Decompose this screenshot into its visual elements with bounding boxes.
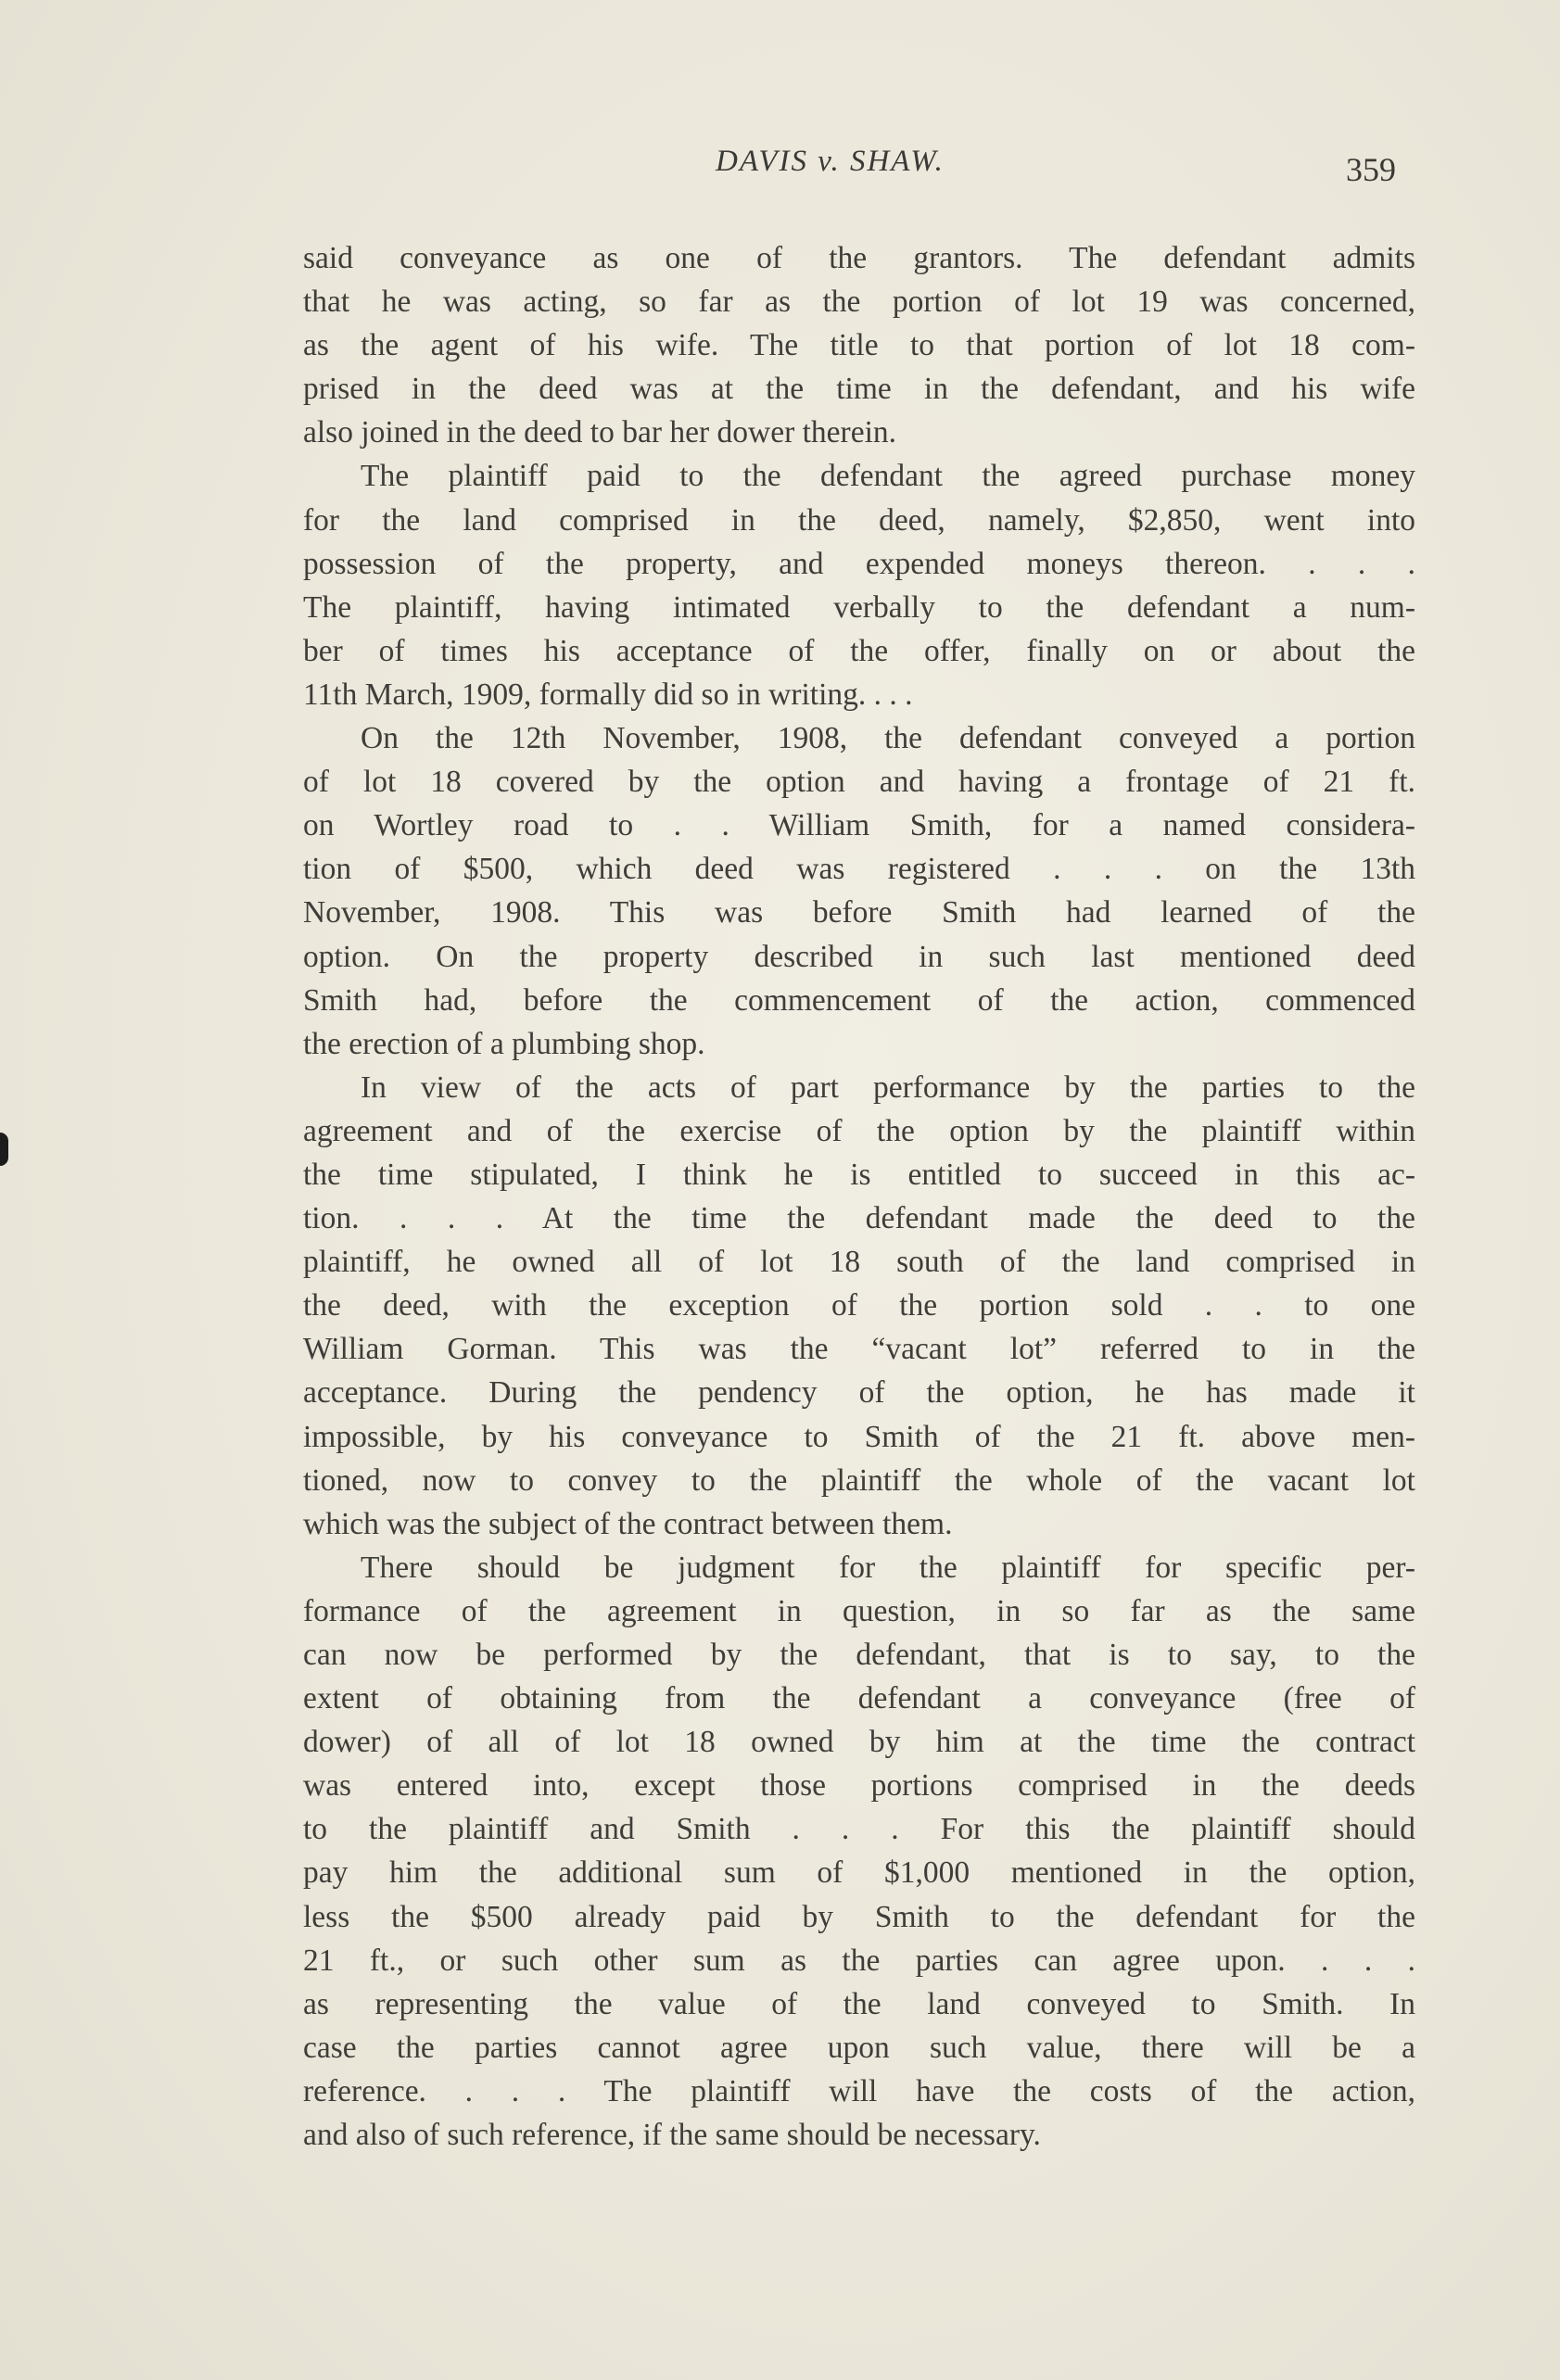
text-line: possession of the property, and expended moneys thereon. . . . [303,546,1415,581]
text-line: plaintiff, he owned all of lot 18 south of the land comprised in [303,1245,1415,1280]
text-line: The plaintiff paid to the defendant the agreed purchase money [361,459,1415,494]
text-line: 21 ft., or such other sum as the parties can agree upon. . . . [303,1943,1415,1978]
text-line: said conveyance as one of the grantors. The defendant admits [303,241,1415,275]
text-line: ber of times his acceptance of the offer, finally on or about the [303,633,1415,668]
body-text [303,236,1415,2157]
text-line: William Gorman. This was the “vacant lot” referred to in the [303,1332,1415,1367]
text-line: and also of such reference, if the same should be necessary. [303,2118,1041,2153]
text-line: for the land comprised in the deed, namely, $2,850, went into [303,502,1415,538]
page-number: 359 [1346,151,1396,188]
text-line: the deed, with the exception of the portion sold . . to one [303,1288,1415,1323]
text-line: There should be judgment for the plaintiff for specific per- [361,1550,1415,1585]
text-line: acceptance. During the pendency of the option, he has made it [303,1375,1415,1411]
text-line: tioned, now to convey to the plaintiff the whole of the vacant lot [303,1462,1415,1498]
text-line: less the $500 already paid by Smith to the defendant for the [303,1899,1415,1934]
text-line: the erection of a plumbing shop. [303,1026,705,1061]
text-line: was entered into, except those portions comprised in the deeds [303,1768,1415,1804]
text-line: reference. . . . The plaintiff will have the costs of the action, [303,2073,1415,2108]
text-line: formance of the agreement in question, in so far as the same [303,1593,1415,1628]
text-line: the time stipulated, I think he is entitled to succeed in this ac- [303,1157,1415,1192]
text-line: that he was acting, so far as the portion of lot 19 was concerned, [303,285,1415,320]
text-line: On the 12th November, 1908, the defendant conveyed a portion [361,721,1415,756]
running-header [0,145,1560,188]
text-line: 11th March, 1909, formally did so in writing. . . . [303,677,913,712]
text-line: of lot 18 covered by the option and having a frontage of 21 ft. [303,765,1415,800]
running-title: DAVIS v. SHAW. [716,145,945,178]
text-line: pay him the additional sum of $1,000 mentioned in the option, [303,1855,1415,1891]
text-line: agreement and of the exercise of the option by the plaintiff within [303,1113,1415,1148]
text-line: prised in the deed was at the time in the defendant, and his wife [303,372,1415,407]
text-line: case the parties cannot agree upon such value, there will be a [303,2030,1415,2065]
text-line: dower) of all of lot 18 owned by him at the time the contract [303,1725,1415,1760]
page-edge-mark [0,1133,8,1166]
text-line: tion of $500, which deed was registered . . . on the 13th [303,852,1415,887]
text-line: which was the subject of the contract between them. [303,1506,953,1541]
text-line: option. On the property described in such last mentioned deed [303,939,1415,974]
text-line: impossible, by his conveyance to Smith of the 21 ft. above men- [303,1419,1415,1454]
text-line: as representing the value of the land conveyed to Smith. In [303,1986,1415,2021]
text-line: on Wortley road to . . William Smith, for a named considera- [303,808,1415,843]
text-line: The plaintiff, having intimated verbally to the defendant a num- [303,589,1415,625]
text-line: to the plaintiff and Smith . . . For this the plaintiff should [303,1812,1415,1847]
text-line: can now be performed by the defendant, that is to say, to the [303,1638,1415,1672]
text-line: tion. . . . At the time the defendant made the deed to the [303,1201,1415,1236]
text-line: In view of the acts of part performance by the parties to the [361,1070,1415,1105]
text-line: extent of obtaining from the defendant a conveyance (free of [303,1681,1415,1716]
text-line: also joined in the deed to bar her dower therein. [303,415,897,450]
text-line: Smith had, before the commencement of the action, commenced [303,982,1415,1018]
text-line: as the agent of his wife. The title to that portion of lot 18 com- [303,328,1415,363]
text-line: November, 1908. This was before Smith had learned of the [303,895,1415,930]
